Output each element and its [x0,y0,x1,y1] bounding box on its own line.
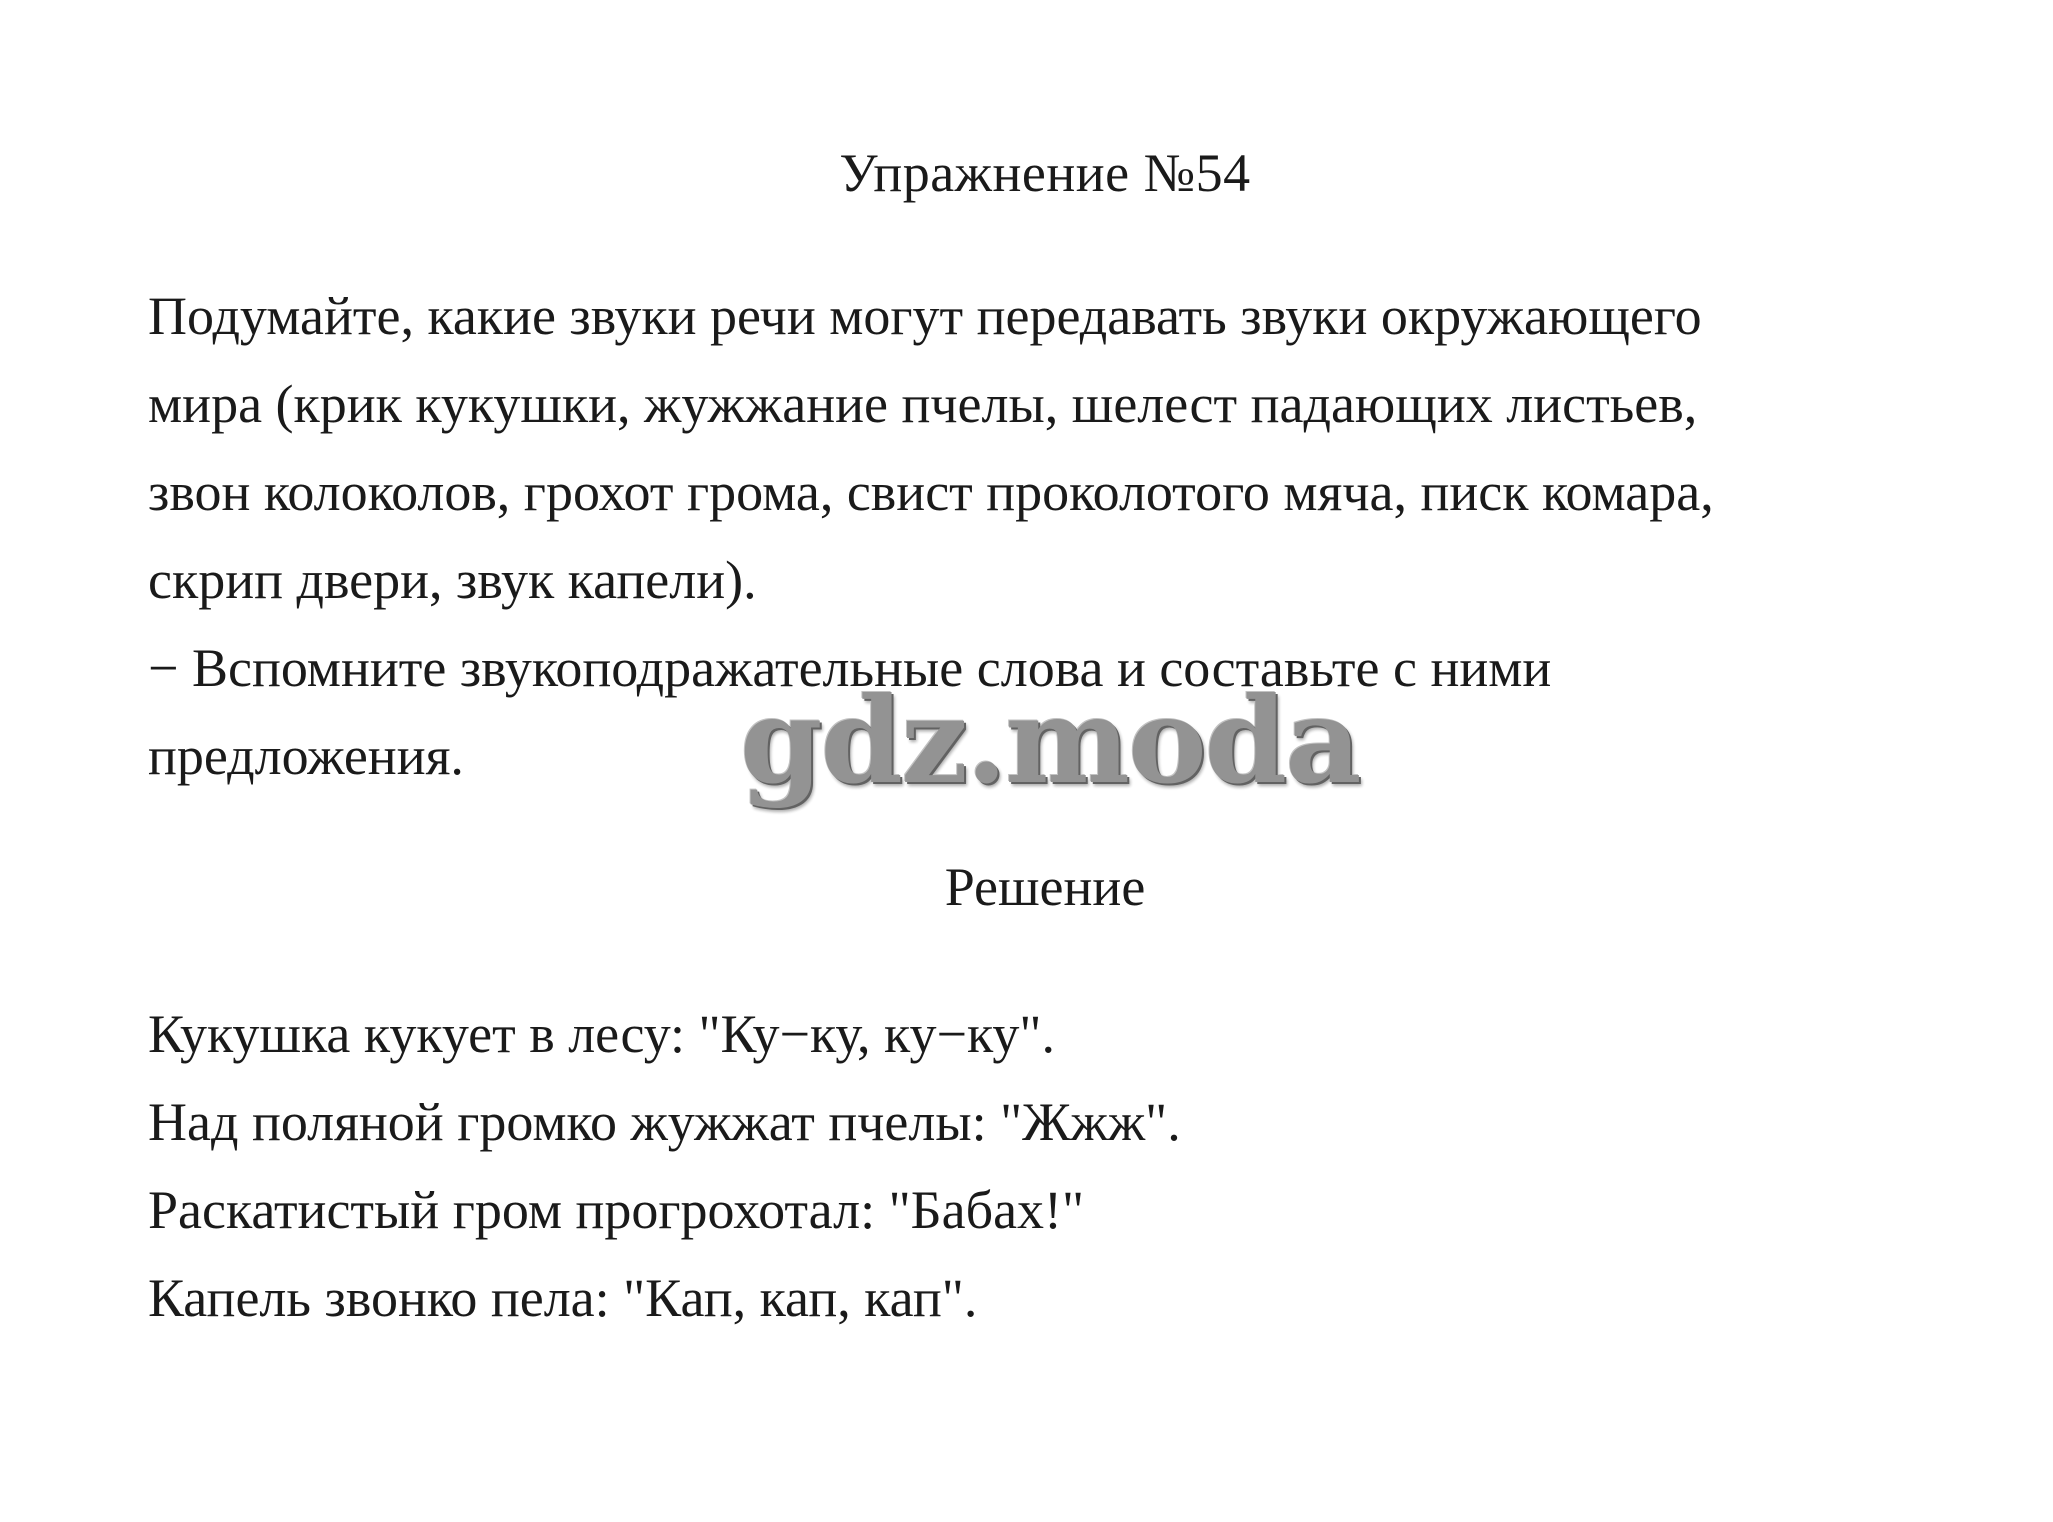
task-line: предложения. [148,726,464,786]
task-text [148,272,1978,800]
solution-heading: Решение [944,857,1146,917]
watermark-logo: gdz.moda [740,671,1360,810]
solution-line: Капель звонко пела: "Кап, кап, кап". [148,1268,978,1328]
solution-line: Над поляной громко жужжат пчелы: "Жжж". [148,1092,1181,1152]
solution-line: Раскатистый гром прогрохотал: "Бабах!" [148,1180,1085,1240]
exercise-title: Упражнение №54 [839,143,1251,203]
task-line: звон колоколов, грохот грома, свист проколотого мяча, писк комара, [148,462,1714,522]
solution-text [148,990,1978,1342]
task-line: − Вспомните звукоподражательные слова и составьте с ними [148,638,1552,698]
task-line: Подумайте, какие звуки речи могут передавать звуки окружающего [148,286,1702,346]
solution-line: Кукушка кукует в лесу: "Ку−ку, ку−ку". [148,1004,1055,1064]
task-line: мира (крик кукушки, жужжание пчелы, шелест падающих листьев, [148,374,1698,434]
task-line: скрип двери, звук капели). [148,550,757,610]
